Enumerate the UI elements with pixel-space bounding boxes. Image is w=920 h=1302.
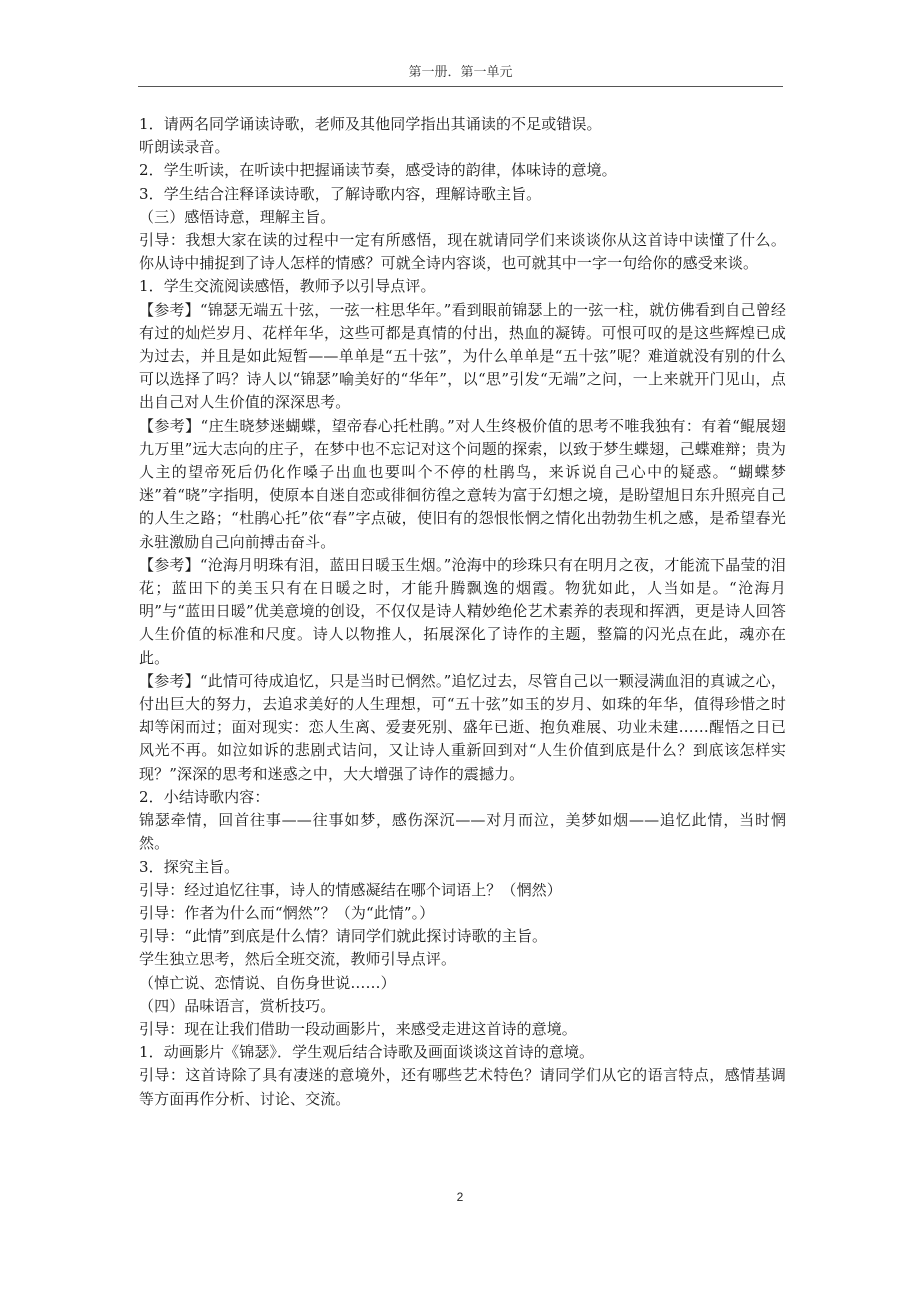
reference-paragraph: 【参考】“庄生晓梦迷蝴蝶，望帝春心托杜鹃。”对人生终极价值的思考不唯我独有：有着“鲲展翅九万里”远大志向的庄子，在梦中也不忘记对这个问题的探索，以致于梦生蝶翅，己蝶难辩；贵为人主的望帝死后仍化作嗓子出血也要叫个不停的杜鹃鸟，来诉说自己心中的疑惑。“蝴蝶梦迷”着“晓”字指明，使原本自迷自恋或徘徊彷徨之意转为富于幻想之境，是盼望旭日东升照亮自己的人生之路；“杜鹃心托”依“春”字点破，使旧有的怨恨怅惘之情化出勃勃生机之感，是希望春光永驻激励自己向前搏击奋斗。	[139, 416, 786, 551]
paragraph: 引导：作者为什么而“惘然”？（为“此情”。）	[139, 903, 435, 922]
paragraph: 2．学生听读，在听读中把握诵读节奏，感受诗的韵律，体味诗的意境。	[139, 161, 617, 180]
page-number: 2	[456, 1190, 464, 1204]
paragraph: 1．请两名同学诵读诗歌，老师及其他同学指出其诵读的不足或错误。	[139, 115, 602, 133]
paragraph: 1．动画影片《锦瑟》．学生观后结合诗歌及画面谈谈这首诗的意境。	[139, 1043, 595, 1062]
section-heading: （三）感悟诗意，理解主旨。	[139, 207, 336, 226]
paragraph: 引导：现在让我们借助一段动画影片，来感受走进这首诗的意境。	[139, 1019, 577, 1038]
body-text	[139, 113, 786, 1111]
paragraph: 引导：这首诗除了具有凄迷的意境外，还有哪些艺术特色？请同学们从它的语言特点，感情基调等方面再作分析、讨论、交流。	[139, 1066, 786, 1108]
paragraph: 1．学生交流阅读感悟，教师予以引导点评。	[139, 277, 436, 296]
reference-paragraph: 【参考】“锦瑟无端五十弦，一弦一柱思华年。”看到眼前锦瑟上的一弦一柱，就仿佛看到自己曾经有过的灿烂岁月、花样年华，这些可都是真情的付出，热血的凝铸。可恨可叹的是这些辉煌已成为过去，并且是如此短暂——单单是“五十弦”，为什么单单是“五十弦”呢？难道就没有别的什么可以选择了吗？诗人以“锦瑟”喻美好的“华年”，以“思”引发“无端”之问，一上来就开门见山，点出自己对人生价值的深深思考。	[139, 300, 786, 412]
paragraph: 引导：我想大家在读的过程中一定有所感悟，现在就请同学们来谈谈你从这首诗中读懂了什么。你从诗中捕捉到了诗人怎样的情感？可就全诗内容谈，也可就其中一字一句给你的感受来谈。	[139, 231, 786, 273]
page-header: 第一册．第一单元	[408, 65, 513, 80]
paragraph: 3．探究主旨。	[139, 857, 240, 876]
paragraph: 学生独立思考，然后全班交流，教师引导点评。	[139, 950, 457, 969]
paragraph: 听朗读录音。	[139, 138, 230, 157]
paragraph: 锦瑟牵情，回首往事——往事如梦，感伤深沉——对月而泣，美梦如烟——追忆此情，当时惘然。	[139, 811, 786, 853]
header-divider	[138, 86, 783, 87]
reference-paragraph: 【参考】“沧海月明珠有泪，蓝田日暖玉生烟。”沧海中的珍珠只有在明月之夜，才能流下晶莹的泪花；蓝田下的美玉只有在日暖之时，才能升腾飘逸的烟霞。物犹如此，人当如是。“沧海月明”与“蓝田日暖”优美意境的创设，不仅仅是诗人精妙绝伦艺术素养的表现和挥洒，更是诗人回答人生价值的标准和尺度。诗人以物推人，拓展深化了诗作的主题，整篇的闪光点在此，魂亦在此。	[139, 555, 786, 667]
paragraph: 引导：“此情”到底是什么情？请同学们就此探讨诗歌的主旨。	[139, 927, 548, 946]
section-heading: （四）品味语言，赏析技巧。	[139, 996, 336, 1015]
paragraph: （悼亡说、恋情说、自伤身世说……）	[139, 973, 396, 992]
paragraph: 3．学生结合注释译读诗歌，了解诗歌内容，理解诗歌主旨。	[139, 184, 542, 203]
paragraph: 2．小结诗歌内容：	[139, 787, 270, 806]
reference-paragraph: 【参考】“此情可待成追忆，只是当时已惘然。”追忆过去，尽管自己以一颗浸满血泪的真诚之心，付出巨大的努力，去追求美好的人生理想，可“五十弦”如玉的岁月、如珠的年华，值得珍惜之时却等闲而过；面对现实：恋人生离、爱妻死别、盛年已逝、抱负难展、功业未建……醒悟之日已风光不再。如泣如诉的悲剧式诘问，又让诗人重新回到对“人生价值到底是什么？到底该怎样实现？”深深的思考和迷惑之中，大大增强了诗作的震撼力。	[139, 671, 786, 783]
paragraph: 引导：经过追忆往事，诗人的情感凝结在哪个词语上？（惘然）	[139, 880, 562, 899]
